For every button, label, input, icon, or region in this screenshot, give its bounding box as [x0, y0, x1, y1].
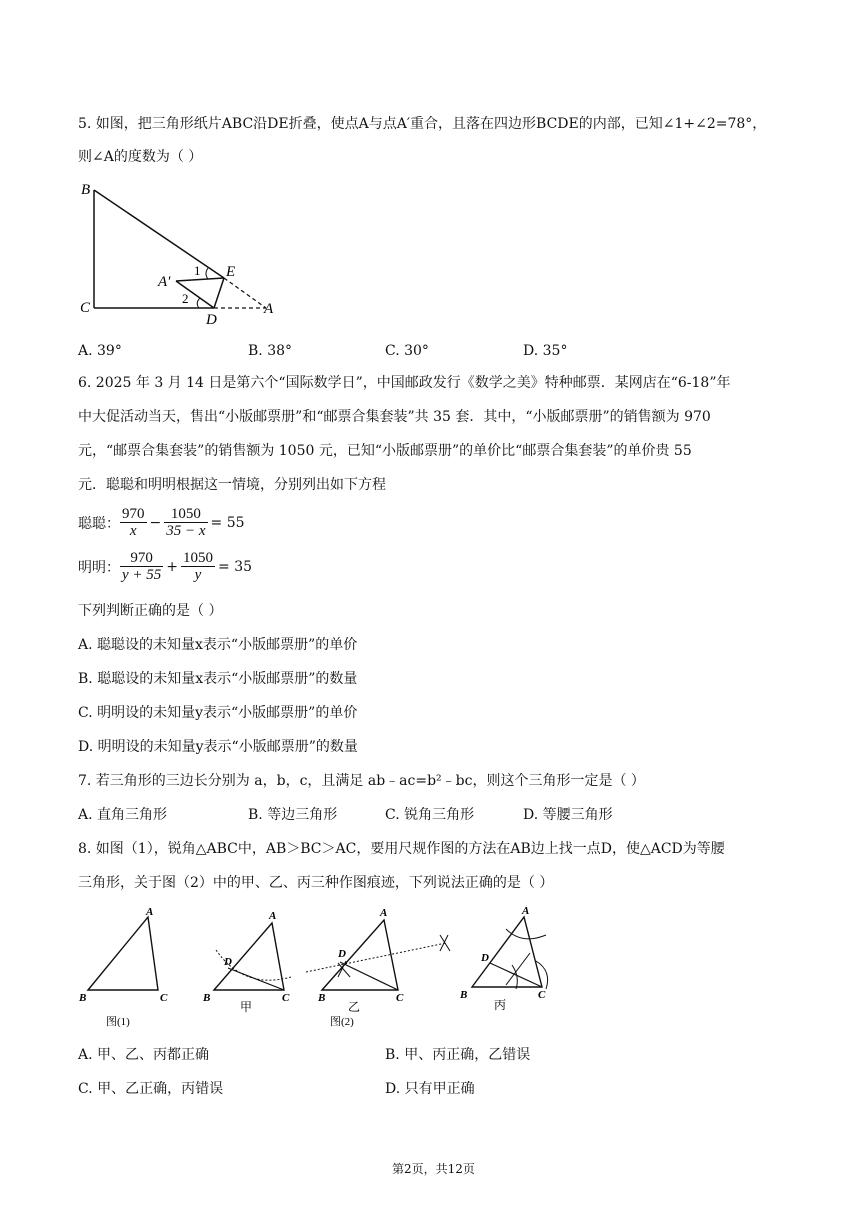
yi-cross-mark-2 [440, 935, 450, 951]
bing-arc-top [506, 929, 546, 939]
jia-segment-CD [228, 968, 284, 990]
q6-equation-congcong [78, 506, 245, 539]
q7-option-a: A. 直角三角形 [78, 807, 168, 823]
q8-option-a: A. 甲、乙、丙都正确 [78, 1047, 210, 1063]
label-angle2: 2 [182, 291, 189, 306]
bing-label-A: A [522, 905, 530, 917]
jia-label-D: D [224, 956, 232, 968]
q5-option-d: D. 35° [523, 343, 568, 359]
q8-line2: 三角形，关于图（2）中的甲、乙、丙三种作图痕迹，下列说法正确的是（ ） [78, 875, 554, 891]
label-A: A [264, 301, 274, 317]
q5-option-a: A. 39° [78, 343, 122, 359]
q5-figure [76, 178, 286, 326]
label-C: C [80, 300, 91, 316]
fig1-triangle [88, 917, 158, 990]
bing-label-B: B [460, 989, 468, 1001]
q6-line3: 元，“邮票合集套装”的销售额为 1050 元，已知“小版邮票册”的单价比“邮票合集套装”的单价贵 55 [78, 443, 692, 459]
bing-label-C: C [538, 989, 546, 1001]
congcong-label: 聪聪： [78, 515, 120, 532]
jia-caption: 甲 [240, 1000, 253, 1014]
yi-triangle [322, 920, 398, 990]
segment-AprimeE [176, 278, 224, 281]
q8-line1: 8. 如图（1），锐角△ABC中，AB＞BC＞AC，要用尺规作图的方法在AB边上找一点D，使△ACD为等腰 [78, 841, 725, 857]
label-B: B [81, 182, 91, 198]
figure-1 [78, 906, 168, 1028]
q5-stem-line1: 5. 如图，把三角形纸片ABC沿DE折叠，使点A与点A′重合，且落在四边形BCDE的内部，已知∠1+∠2=78°， [78, 116, 767, 132]
q6-equation-mingming [78, 550, 252, 583]
mingming-frac1-num: 970 [120, 550, 163, 567]
q8-option-b: B. 甲、丙正确，乙错误 [385, 1047, 531, 1063]
q5-stem-line2: 则∠A的度数为（ ） [78, 149, 203, 165]
segment-DE [214, 278, 224, 308]
figure-jia [202, 910, 291, 1014]
yi-label-C: C [396, 992, 404, 1004]
fig1-label-B: B [79, 992, 87, 1004]
congcong-frac2-num: 1050 [164, 506, 207, 523]
label-A-prime: A′ [158, 274, 171, 290]
label-D: D [206, 312, 217, 326]
q6-option-a: A. 聪聪设的未知量x表示“小版邮票册”的单价 [78, 637, 358, 653]
yi-perp-bisector [306, 943, 446, 972]
bing-label-D: D [481, 952, 489, 964]
yi-label-A: A [380, 907, 388, 919]
q7-option-c: C. 锐角三角形 [385, 807, 475, 823]
yi-caption: 乙 [348, 1000, 361, 1014]
q6-line1: 6. 2025 年 3 月 14 日是第六个“国际数学日”，中国邮政发行《数学之美》特种邮票．某网店在“6-18”年 [78, 375, 731, 391]
congcong-frac1 [120, 506, 147, 539]
q6-line2: 中大促活动当天，售出“小版邮票册”和“邮票合集套装”共 35 套．其中，“小版邮票册”的销售额为 970 [78, 409, 711, 425]
mingming-rhs: = 35 [218, 558, 253, 575]
q7-option-d: D. 等腰三角形 [523, 807, 613, 823]
bing-arc-mid [512, 965, 517, 989]
q6-option-c: C. 明明设的未知量y表示“小版邮票册”的单价 [78, 705, 358, 721]
q6-option-d: D. 明明设的未知量y表示“小版邮票册”的数量 [78, 739, 358, 755]
q7-option-b: B. 等边三角形 [248, 807, 338, 823]
mingming-frac1 [120, 550, 163, 583]
segment-EA-dashed [224, 278, 266, 308]
congcong-op: − [149, 514, 162, 531]
label-angle1: 1 [194, 263, 201, 278]
angle1-arc [206, 268, 208, 279]
mingming-frac2 [181, 550, 215, 583]
mingming-frac1-den: y + 55 [122, 567, 162, 583]
figure-yi [306, 907, 450, 1028]
q6-prompt: 下列判断正确的是（ ） [78, 603, 223, 619]
yi-label-D: D [338, 948, 346, 960]
q8-option-d: D. 只有甲正确 [385, 1081, 475, 1097]
yi-label-B: B [318, 992, 326, 1004]
fig2-caption: 图(2) [330, 1016, 354, 1028]
congcong-frac2 [164, 506, 207, 539]
segment-BE [94, 190, 224, 278]
fig1-label-A: A [146, 906, 154, 918]
figure-bing [459, 905, 548, 1012]
bing-caption: 丙 [494, 998, 507, 1012]
angle2-arc [197, 298, 200, 308]
q8-option-c: C. 甲、乙正确，丙错误 [78, 1081, 224, 1097]
fig1-caption: 图(1) [106, 1016, 130, 1028]
fig1-label-C: C [160, 992, 168, 1004]
label-E: E [226, 264, 236, 280]
q8-figures [76, 905, 566, 1030]
q6-option-b: B. 聪聪设的未知量x表示“小版邮票册”的数量 [78, 671, 358, 687]
page-footer: 第2页，共12页 [392, 1162, 475, 1176]
mingming-frac2-num: 1050 [183, 550, 214, 566]
jia-label-C: C [282, 992, 290, 1004]
mingming-op: + [166, 558, 179, 575]
congcong-frac1-num: 970 [122, 506, 145, 522]
congcong-frac2-den: 35 − x [166, 523, 206, 539]
q5-option-c: C. 30° [385, 343, 429, 359]
jia-label-B: B [203, 992, 211, 1004]
mingming-frac2-den: y [194, 567, 202, 583]
q6-line4: 元．聪聪和明明根据这一情境，分别列出如下方程 [78, 477, 386, 493]
q5-option-b: B. 38° [248, 343, 293, 359]
congcong-rhs: = 55 [210, 514, 245, 531]
jia-label-A: A [269, 910, 277, 922]
congcong-frac1-den: x [129, 523, 137, 539]
bing-segment-CD [490, 963, 542, 987]
mingming-label: 明明： [78, 559, 120, 576]
q7-stem: 7. 若三角形的三边长分别为 a，b，c，且满足 ab﹣ac=b²﹣bc，则这个三角形一定是（ ） [78, 773, 645, 789]
